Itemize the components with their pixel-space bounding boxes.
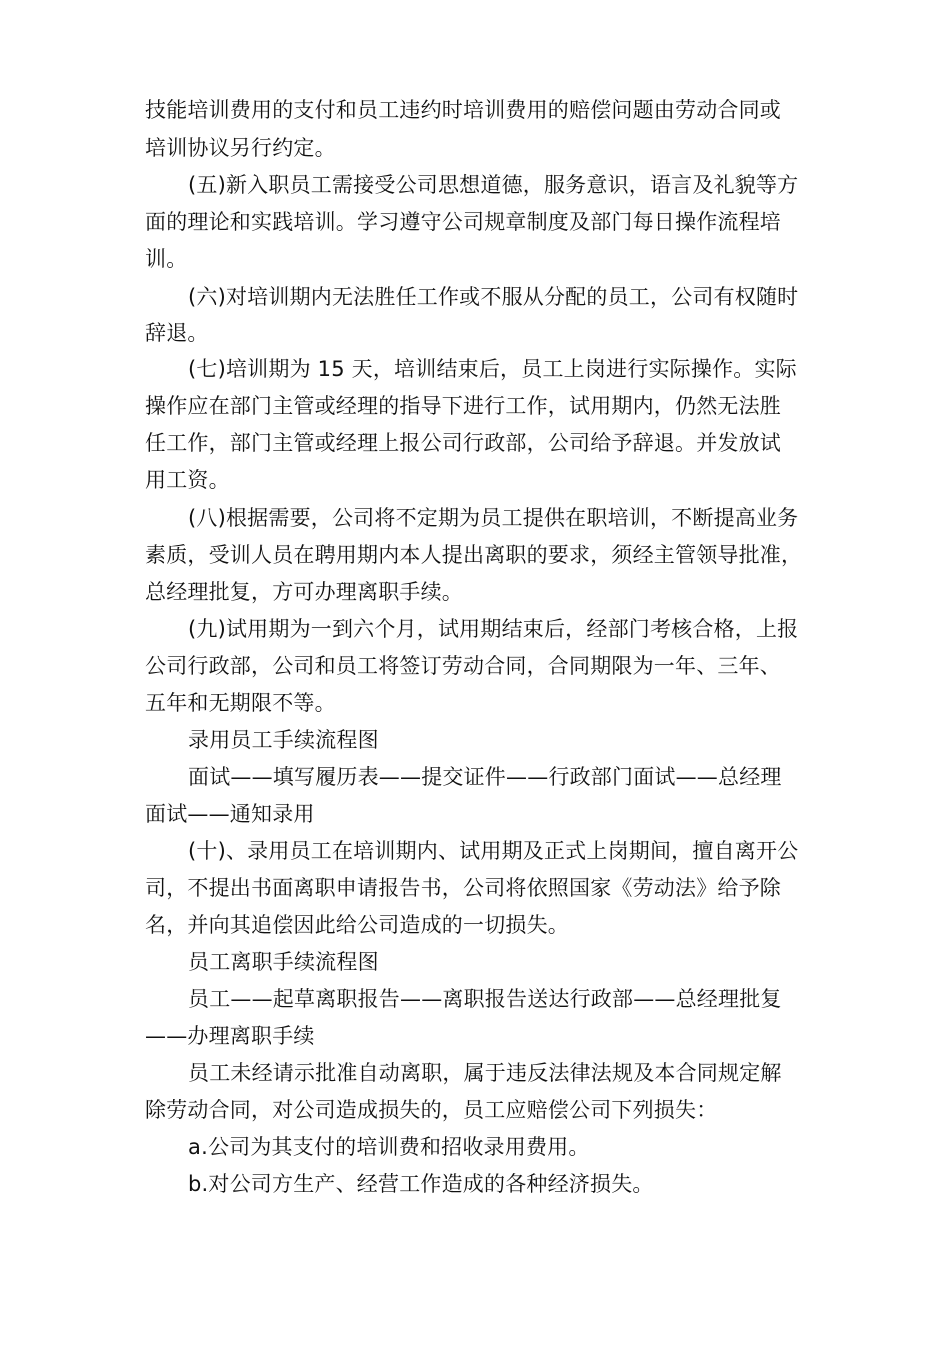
text-line: (十)、录用员工在培训期内、试用期及正式上岗期间，擅自离开公 xyxy=(188,839,799,863)
text-line: 培训协议另行约定。 xyxy=(145,136,336,160)
text-line: 员工——起草离职报告——离职报告送达行政部——总经理批复 xyxy=(188,987,782,1011)
text-line: (九)试用期为一到六个月，试用期结束后，经部门考核合格，上报 xyxy=(188,617,799,641)
text-line: 司，不提出书面离职申请报告书，公司将依照国家《劳动法》给予除 xyxy=(145,876,781,900)
text-line: 素质，受训人员在聘用期内本人提出离职的要求，须经主管领导批准， xyxy=(145,543,803,567)
text-line: 员工离职手续流程图 xyxy=(188,950,379,974)
text-line: (六)对培训期内无法胜任工作或不服从分配的员工，公司有权随时 xyxy=(188,285,799,309)
text-line: 名，并向其追偿因此给公司造成的一切损失。 xyxy=(145,913,569,937)
text-line: 操作应在部门主管或经理的指导下进行工作，试用期内，仍然无法胜 xyxy=(145,394,781,418)
text-line: 除劳动合同，对公司造成损失的，员工应赔偿公司下列损失： xyxy=(145,1098,718,1122)
text-line: 总经理批复，方可办理离职手续。 xyxy=(145,580,463,604)
text-line: 训。 xyxy=(145,247,188,271)
text-line: b.对公司方生产、经营工作造成的各种经济损失。 xyxy=(188,1172,654,1196)
text-line: 员工未经请示批准自动离职，属于违反法律法规及本合同规定解 xyxy=(188,1061,782,1085)
text-line: 任工作，部门主管或经理上报公司行政部，公司给予辞退。并发放试 xyxy=(145,431,781,455)
text-line: 五年和无期限不等。 xyxy=(145,691,336,715)
text-line: a.公司为其支付的培训费和招收录用费用。 xyxy=(188,1135,590,1159)
text-line: 辞退。 xyxy=(145,321,209,345)
text-line: 公司行政部，公司和员工将签订劳动合同，合同期限为一年、三年、 xyxy=(145,654,781,678)
text-line: (七)培训期为 15 天，培训结束后，员工上岗进行实际操作。实际 xyxy=(188,357,797,381)
text-line: 技能培训费用的支付和员工违约时培训费用的赔偿问题由劳动合同或 xyxy=(145,98,781,122)
text-line: (八)根据需要，公司将不定期为员工提供在职培训，不断提高业务 xyxy=(188,506,799,530)
text-line: 面试——填写履历表——提交证件——行政部门面试——总经理 xyxy=(188,765,782,789)
text-line: 面试——通知录用 xyxy=(145,802,315,826)
text-line: 录用员工手续流程图 xyxy=(188,728,379,752)
text-line: ——办理离职手续 xyxy=(145,1024,315,1048)
text-line: (五)新入职员工需接受公司思想道德，服务意识，语言及礼貌等方 xyxy=(188,173,799,197)
text-line: 用工资。 xyxy=(145,468,230,492)
text-line: 面的理论和实践培训。学习遵守公司规章制度及部门每日操作流程培 xyxy=(145,210,781,234)
